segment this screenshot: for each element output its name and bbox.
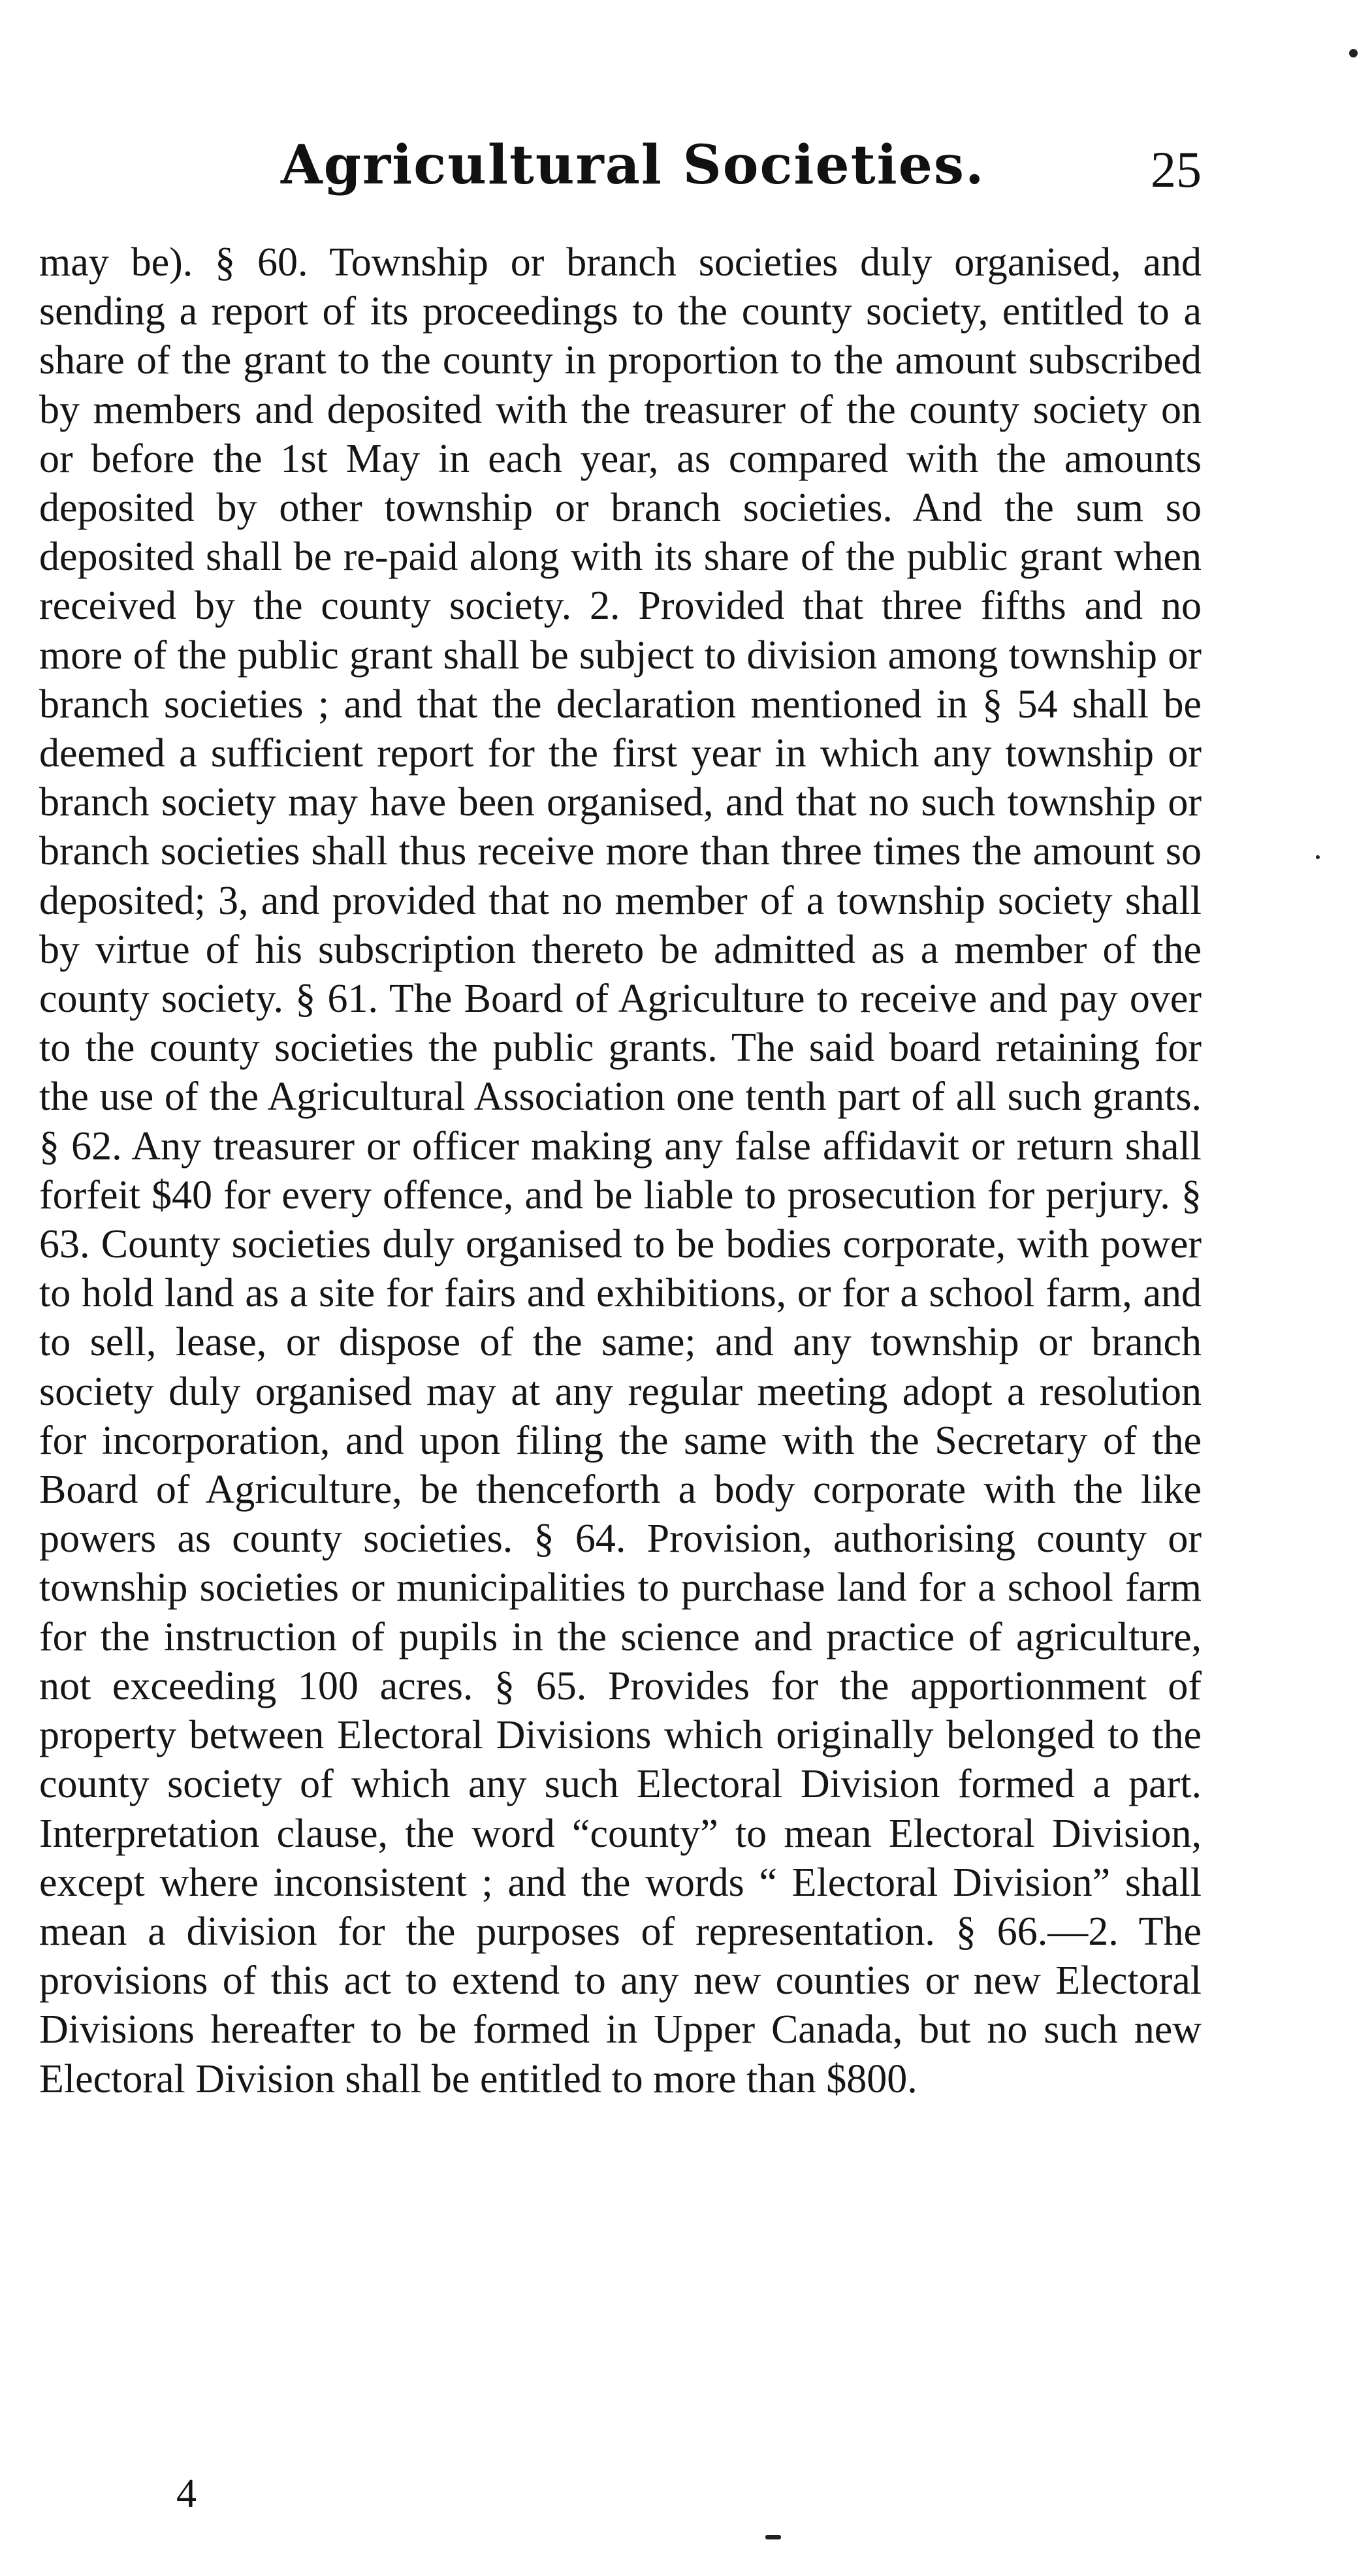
- page-number: 25: [1151, 141, 1202, 198]
- body-paragraph: may be). § 60. Township or branch societies duly organised, and sending a report of its proceedings to the county society, entitled to a share of the grant to the county in proportion to the amount subscribed by members and deposited with the treasurer of the county society on or before the 1st May in each year, as compared with the amounts deposited by other township or branch societies. And the sum so deposited shall be re-paid along with its share of the public grant when received by the county society. 2. Provided that three fifths and no more of the public grant shall be subject to division among township or branch societies ; and that the declaration mentioned in § 54 shall be deemed a sufficient report for the first year in which any township or branch society may have been organised, and that no such township or branch societies shall thus receive more than three times the amount so deposited; 3, and provided that no member of a township society shall by virtue of his subscription thereto be admitted as a member of the county society. § 61. The Board of Agriculture to receive and pay over to the county societies the public grants. The said board retaining for the use of the Agricultural Association one tenth part of all such grants. § 62. Any treasurer or officer making any false affidavit or return shall forfeit $40 for every offence, and be liable to prosecution for perjury. § 63. County societies duly organised to be bodies corporate, with power to hold land as a site for fairs and exhibitions, or for a school farm, and to sell, lease, or dispose of the same; and any township or branch society duly organised may at any regular meeting adopt a resolution for incorporation, and upon filing the same with the Secretary of the Board of Agriculture, be thenceforth a body corporate with the like powers as county societies. § 64. Provision, authorising county or township societies or municipalities to purchase land for a school farm for the instruction of pupils in the science and practice of agriculture, not exceeding 100 acres. § 65. Provides for the apportionment of property between Electoral Divisions which originally belonged to the county society of which any such Electoral Division formed a part. Interpretation clause, the word “county” to mean Electoral Division, except where inconsistent ; and the words “ Electoral Division” shall mean a division for the purposes of representation. § 66.—2. The provisions of this act to extend to any new counties or new Electoral Divisions hereafter to be formed in Upper Canada, but no such new Electoral Division shall be entitled to more than $800.: [39, 240, 1202, 2101]
- signature-mark: 4: [176, 2472, 197, 2516]
- running-head-title: Agricultural Societies.: [281, 134, 985, 196]
- body-text: [39, 238, 1202, 2104]
- ink-speck: [765, 2535, 781, 2539]
- ink-speck: [1316, 855, 1320, 859]
- page-header: [39, 134, 1202, 212]
- ink-speck: [1349, 49, 1358, 57]
